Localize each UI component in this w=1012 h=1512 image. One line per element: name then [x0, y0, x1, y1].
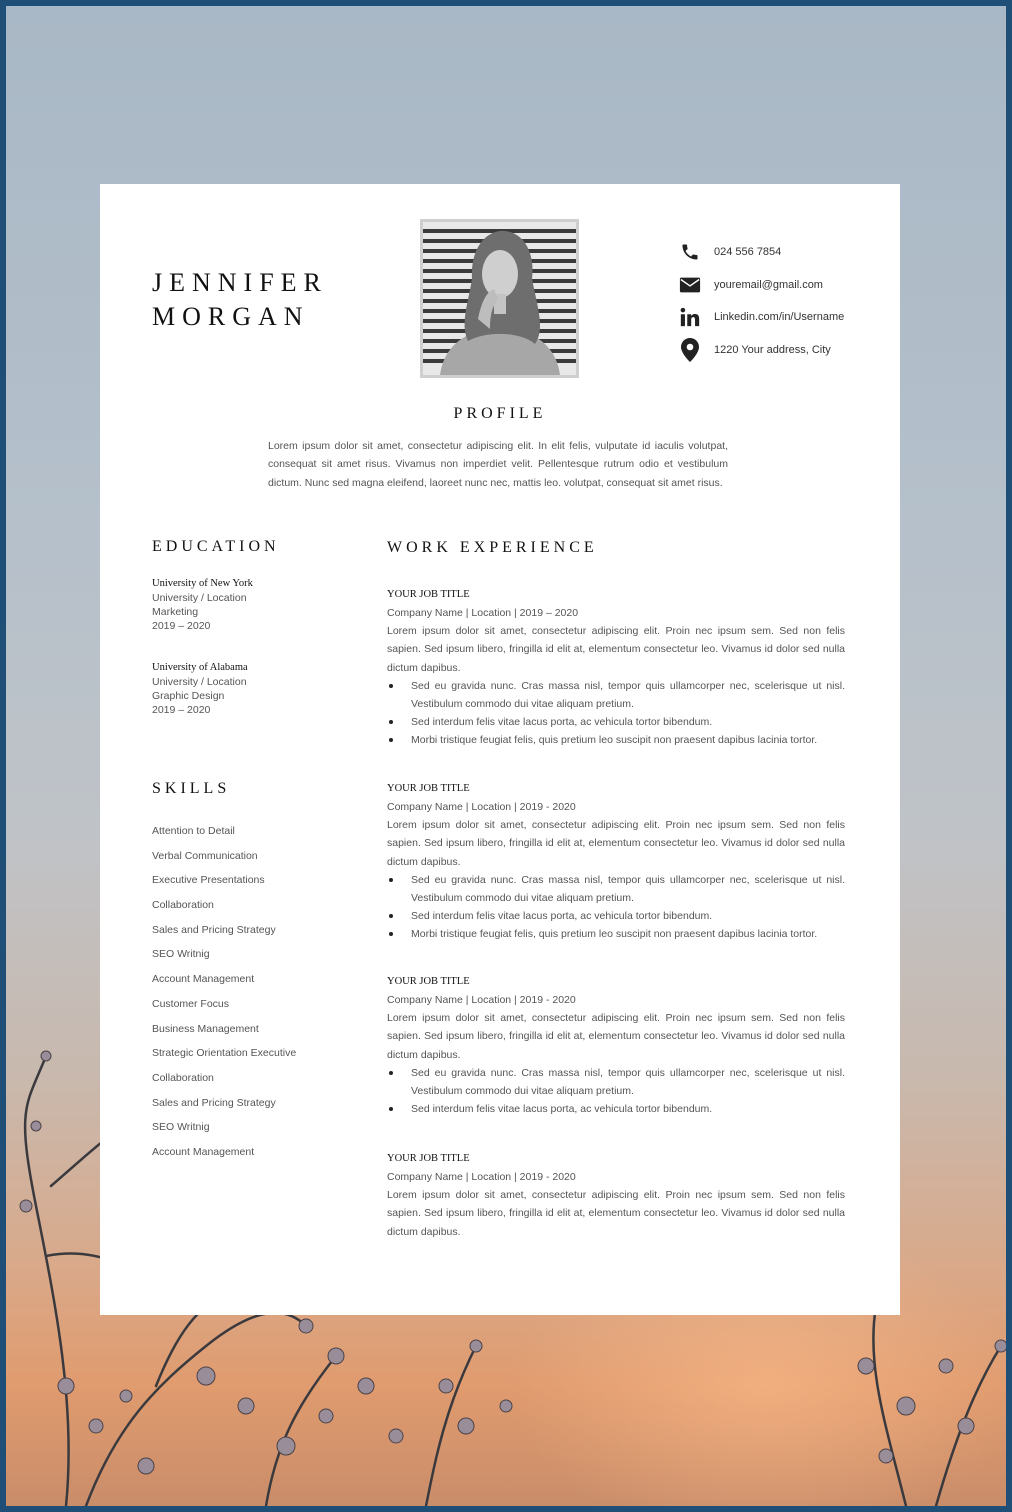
school-name: University of Alabama: [152, 662, 248, 673]
school-location: University / Location: [152, 676, 247, 688]
job-bullets: [387, 871, 845, 944]
job-bullets: [387, 1064, 845, 1119]
name-last: MORGAN: [152, 302, 310, 331]
job-entry: [387, 1150, 845, 1241]
profile-heading: PROFILE: [453, 405, 547, 422]
job-entry: [387, 586, 845, 750]
job-title: YOUR JOB TITLE: [387, 783, 470, 794]
skill-item: Sales and Pricing Strategy: [152, 923, 276, 936]
job-company-meta: Company Name | Location | 2019 - 2020: [387, 994, 576, 1006]
skill-item: Collaboration: [152, 1071, 214, 1084]
skill-item: SEO Writnig: [152, 1121, 210, 1134]
job-description: Lorem ipsum dolor sit amet, consectetur adipiscing elit. Proin nec ipsum sem. Sed non felis sapien. Sed ipsum libero, fringilla id elit at, elementum consectetur leo. Vivamus id dolor sed nulla dictum dapibus.: [387, 819, 845, 868]
job-bullet: Morbi tristique feugiat felis, quis pretium leo suscipit non praesent dapibus lacinia tortor.: [411, 925, 845, 943]
email-address: youremail@gmail.com: [714, 278, 823, 291]
skill-item: Account Management: [152, 973, 255, 986]
job-bullet: Sed interdum felis vitae lacus porta, ac vehicula tortor bibendum.: [411, 1100, 845, 1118]
profile-photo: [420, 219, 579, 378]
linkedin-url: Linkedin.com/in/Username: [714, 311, 845, 324]
contact-list: [678, 236, 844, 366]
skills-list: [152, 824, 296, 1170]
contact-email: [678, 269, 844, 302]
job-bullet: Sed interdum felis vitae lacus porta, ac vehicula tortor bibendum.: [411, 907, 845, 925]
contact-linkedin: [678, 301, 844, 334]
skill-item: Sales and Pricing Strategy: [152, 1096, 276, 1109]
school-name: University of New York: [152, 578, 253, 589]
contact-phone: [678, 236, 844, 269]
skill-item: Account Management: [152, 1145, 255, 1158]
job-description: Lorem ipsum dolor sit amet, consectetur adipiscing elit. Proin nec ipsum sem. Sed non felis sapien. Sed ipsum libero, fringilla id elit at, elementum consectetur leo. Vivamus id dolor sed nulla dictum dapibus.: [387, 625, 845, 674]
education-entry: [152, 661, 248, 717]
job-bullet: Sed interdum felis vitae lacus porta, ac vehicula tortor bibendum.: [411, 713, 845, 731]
job-title: YOUR JOB TITLE: [387, 1153, 470, 1164]
mail-icon: [678, 273, 702, 297]
street-address: 1220 Your address, City: [714, 343, 831, 356]
skill-item: SEO Writnig: [152, 948, 210, 961]
job-company-meta: Company Name | Location | 2019 - 2020: [387, 1171, 576, 1183]
skill-item: Business Management: [152, 1022, 259, 1035]
job-bullets: [387, 677, 845, 750]
job-bullet: Morbi tristique feugiat felis, quis pretium leo suscipit non praesent dapibus lacinia tortor.: [411, 731, 845, 749]
skill-item: Verbal Communication: [152, 849, 258, 862]
job-description: Lorem ipsum dolor sit amet, consectetur adipiscing elit. Proin nec ipsum sem. Sed non felis sapien. Sed ipsum libero, fringilla id elit at, elementum consectetur leo. Vivamus id dolor sed nulla dictum dapibus.: [387, 1012, 845, 1061]
job-bullet: Sed eu gravida nunc. Cras massa nisl, tempor quis ullamcorper nec, scelerisque ut nisl. Vestibulum commodo dui vitae aliquam pretium.: [411, 677, 845, 713]
field-of-study: Marketing: [152, 606, 199, 618]
job-entry: [387, 780, 845, 944]
skill-item: Collaboration: [152, 899, 214, 912]
education-entry: [152, 577, 253, 633]
contact-address: [678, 334, 844, 367]
study-years: 2019 – 2020: [152, 704, 211, 716]
resume-page: [100, 184, 900, 1315]
skill-item: Executive Presentations: [152, 874, 265, 887]
skill-item: Customer Focus: [152, 997, 230, 1010]
job-description: Lorem ipsum dolor sit amet, consectetur adipiscing elit. Proin nec ipsum sem. Sed non felis sapien. Sed ipsum libero, fringilla id elit at, elementum consectetur leo. Vivamus id dolor sed nulla dictum dapibus.: [387, 1189, 845, 1238]
school-location: University / Location: [152, 592, 247, 604]
job-title: YOUR JOB TITLE: [387, 976, 470, 987]
job-entry: [387, 973, 845, 1118]
education-heading: EDUCATION: [152, 538, 280, 555]
study-years: 2019 – 2020: [152, 620, 211, 632]
location-pin-icon: [678, 338, 702, 362]
job-bullet: Sed eu gravida nunc. Cras massa nisl, tempor quis ullamcorper nec, scelerisque ut nisl. Vestibulum commodo dui vitae aliquam pretium.: [411, 1064, 845, 1100]
field-of-study: Graphic Design: [152, 690, 225, 702]
job-company-meta: Company Name | Location | 2019 - 2020: [387, 801, 576, 813]
job-company-meta: Company Name | Location | 2019 – 2020: [387, 607, 579, 619]
name-first: JENNIFER: [152, 268, 328, 297]
skills-heading: SKILLS: [152, 780, 231, 797]
skill-item: Strategic Orientation Executive: [152, 1047, 297, 1060]
skill-item: Attention to Detail: [152, 825, 235, 837]
linkedin-icon: [678, 305, 702, 329]
profile-summary: Lorem ipsum dolor sit amet, consectetur adipiscing elit. In elit felis, vulputate id iaculis volutpat, consequat sit amet risus. Vivamus non imperdiet velit. Pellentesque rutrum odio et vestibulum dictum. Nunc sed magna eleifend, laoreet nunc nec, mattis leo. volutpat, consequat sit amet risus.: [268, 440, 728, 489]
job-title: YOUR JOB TITLE: [387, 589, 470, 600]
job-bullet: Sed eu gravida nunc. Cras massa nisl, tempor quis ullamcorper nec, scelerisque ut nisl. Vestibulum commodo dui vitae aliquam pretium.: [411, 871, 845, 907]
phone-icon: [678, 240, 702, 264]
work-experience-heading: WORK EXPERIENCE: [387, 539, 598, 556]
candidate-name: [152, 266, 328, 334]
phone-number: 024 556 7854: [714, 246, 782, 259]
